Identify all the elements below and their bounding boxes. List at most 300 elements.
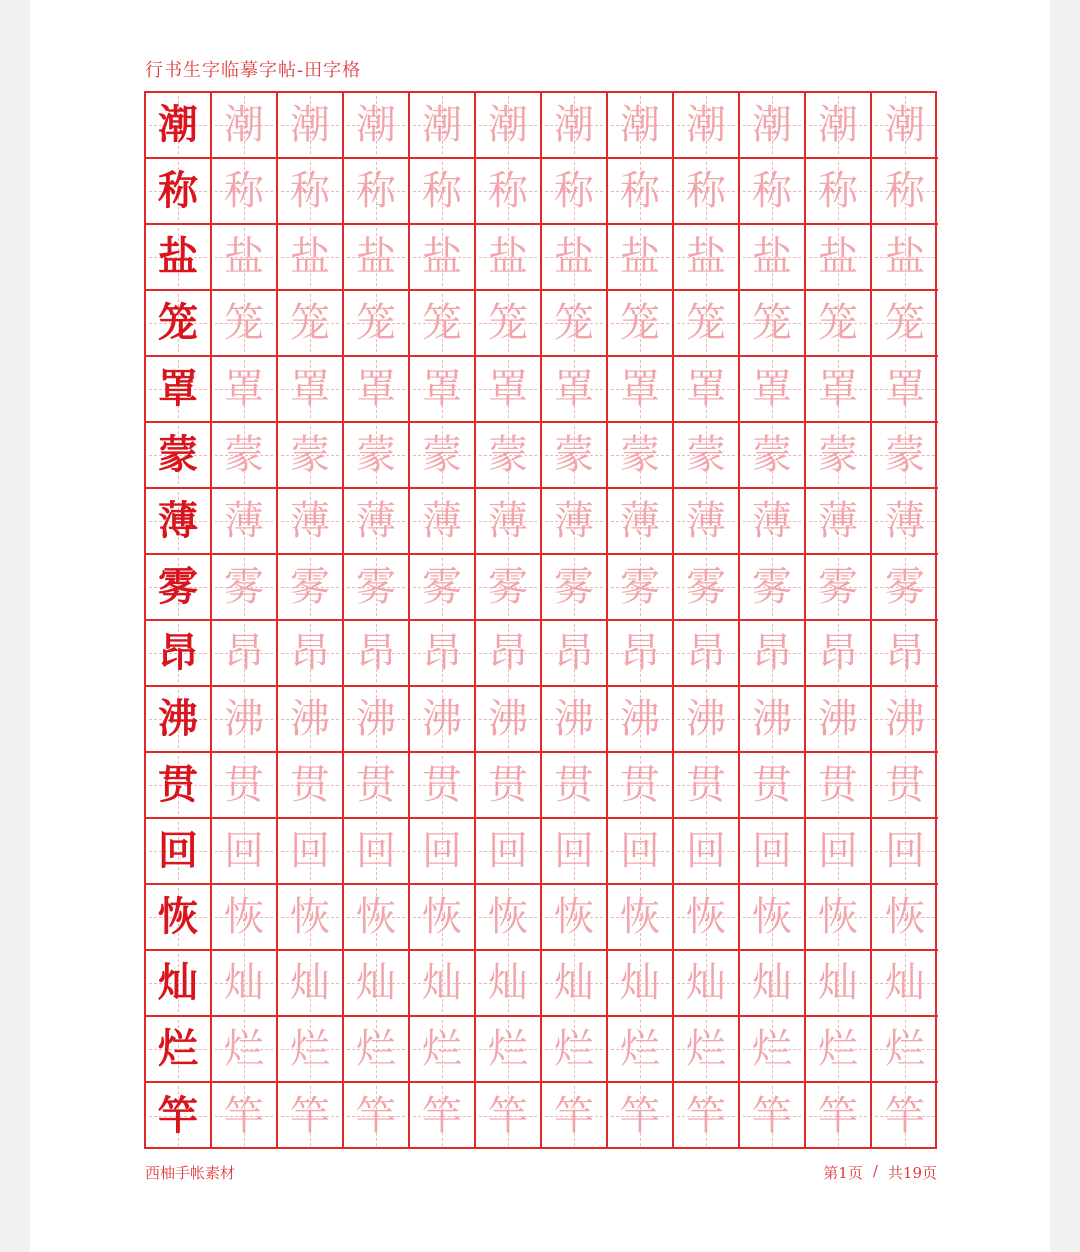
trace-cell xyxy=(212,885,278,951)
trace-cell xyxy=(872,753,938,819)
trace-cell xyxy=(806,489,872,555)
trace-cell xyxy=(872,225,938,291)
trace-cell xyxy=(212,1083,278,1149)
trace-character: 贯 xyxy=(554,762,594,808)
page-current: 第1页 xyxy=(823,1164,863,1182)
trace-character: 昂 xyxy=(422,630,462,676)
trace-cell xyxy=(542,225,608,291)
trace-cell xyxy=(212,489,278,555)
trace-cell xyxy=(476,357,542,423)
trace-character: 回 xyxy=(885,828,925,874)
trace-cell xyxy=(608,225,674,291)
trace-character: 沸 xyxy=(224,696,264,742)
trace-cell xyxy=(278,225,344,291)
page-title: 行书生字临摹字帖-田字格 xyxy=(145,60,362,81)
trace-cell xyxy=(278,423,344,489)
trace-cell xyxy=(212,93,278,159)
trace-character: 灿 xyxy=(752,960,792,1006)
trace-character: 罩 xyxy=(224,366,264,412)
trace-cell xyxy=(542,159,608,225)
trace-cell xyxy=(872,951,938,1017)
trace-character: 蒙 xyxy=(885,432,925,478)
trace-cell xyxy=(344,753,410,819)
trace-cell xyxy=(608,1083,674,1149)
trace-cell xyxy=(212,1017,278,1083)
trace-character: 笼 xyxy=(224,300,264,346)
trace-character: 竿 xyxy=(620,1093,660,1139)
trace-cell xyxy=(410,291,476,357)
trace-cell xyxy=(608,291,674,357)
trace-cell xyxy=(806,357,872,423)
trace-cell xyxy=(542,423,608,489)
trace-character: 薄 xyxy=(290,498,330,544)
trace-character: 竿 xyxy=(356,1093,396,1139)
model-cell xyxy=(146,951,212,1017)
trace-cell xyxy=(872,291,938,357)
trace-character: 称 xyxy=(290,168,330,214)
model-cell xyxy=(146,621,212,687)
trace-character: 称 xyxy=(356,168,396,214)
trace-character: 雾 xyxy=(356,564,396,610)
trace-character: 罩 xyxy=(752,366,792,412)
trace-cell xyxy=(872,357,938,423)
trace-cell xyxy=(674,753,740,819)
trace-cell xyxy=(278,489,344,555)
trace-cell xyxy=(278,951,344,1017)
trace-cell xyxy=(212,621,278,687)
trace-character: 回 xyxy=(290,828,330,874)
trace-cell xyxy=(542,687,608,753)
practice-row xyxy=(146,489,935,555)
trace-character: 恢 xyxy=(818,894,858,940)
trace-character: 蒙 xyxy=(356,432,396,478)
trace-cell xyxy=(806,291,872,357)
trace-character: 罩 xyxy=(356,366,396,412)
trace-character: 盐 xyxy=(620,234,660,280)
trace-character: 回 xyxy=(224,828,264,874)
trace-character: 盐 xyxy=(686,234,726,280)
trace-cell xyxy=(476,819,542,885)
model-character: 回 xyxy=(158,827,198,874)
trace-cell xyxy=(410,93,476,159)
trace-character: 薄 xyxy=(554,498,594,544)
trace-character: 烂 xyxy=(290,1026,330,1072)
trace-character: 蒙 xyxy=(290,432,330,478)
practice-row xyxy=(146,291,935,357)
trace-character: 沸 xyxy=(686,696,726,742)
trace-cell xyxy=(344,291,410,357)
trace-cell xyxy=(476,291,542,357)
trace-cell xyxy=(674,423,740,489)
trace-character: 蒙 xyxy=(224,432,264,478)
trace-character: 回 xyxy=(752,828,792,874)
trace-cell xyxy=(740,951,806,1017)
trace-character: 昂 xyxy=(752,630,792,676)
trace-character: 回 xyxy=(818,828,858,874)
trace-character: 贯 xyxy=(422,762,462,808)
model-character: 薄 xyxy=(158,497,198,544)
trace-cell xyxy=(542,1083,608,1149)
trace-cell xyxy=(278,1083,344,1149)
trace-cell xyxy=(806,423,872,489)
trace-character: 潮 xyxy=(686,102,726,148)
trace-character: 恢 xyxy=(620,894,660,940)
trace-cell xyxy=(806,819,872,885)
trace-character: 恢 xyxy=(290,894,330,940)
trace-character: 竿 xyxy=(885,1093,925,1139)
practice-row xyxy=(146,621,935,687)
trace-cell xyxy=(410,489,476,555)
trace-cell xyxy=(278,159,344,225)
model-character: 沸 xyxy=(158,695,198,742)
model-character: 竿 xyxy=(158,1092,198,1139)
trace-cell xyxy=(410,819,476,885)
trace-cell xyxy=(344,357,410,423)
trace-cell xyxy=(674,555,740,621)
trace-character: 竿 xyxy=(818,1093,858,1139)
trace-cell xyxy=(542,951,608,1017)
trace-cell xyxy=(476,1017,542,1083)
trace-character: 罩 xyxy=(620,366,660,412)
trace-character: 笼 xyxy=(422,300,462,346)
trace-cell xyxy=(872,819,938,885)
trace-cell xyxy=(212,357,278,423)
trace-character: 贯 xyxy=(620,762,660,808)
trace-character: 烂 xyxy=(818,1026,858,1072)
trace-character: 竿 xyxy=(422,1093,462,1139)
trace-character: 烂 xyxy=(620,1026,660,1072)
practice-row xyxy=(146,555,935,621)
practice-row xyxy=(146,225,935,291)
trace-character: 昂 xyxy=(818,630,858,676)
trace-character: 称 xyxy=(554,168,594,214)
trace-character: 灿 xyxy=(224,960,264,1006)
trace-cell xyxy=(476,225,542,291)
trace-character: 灿 xyxy=(818,960,858,1006)
trace-character: 贯 xyxy=(818,762,858,808)
trace-cell xyxy=(410,225,476,291)
trace-character: 灿 xyxy=(356,960,396,1006)
trace-cell xyxy=(740,423,806,489)
trace-character: 恢 xyxy=(686,894,726,940)
trace-character: 灿 xyxy=(885,960,925,1006)
trace-cell xyxy=(872,93,938,159)
trace-cell xyxy=(674,225,740,291)
trace-cell xyxy=(740,225,806,291)
trace-cell xyxy=(872,489,938,555)
model-character: 雾 xyxy=(158,563,198,610)
trace-cell xyxy=(344,819,410,885)
model-cell xyxy=(146,555,212,621)
practice-row xyxy=(146,1017,935,1083)
trace-character: 雾 xyxy=(752,564,792,610)
trace-cell xyxy=(212,687,278,753)
trace-cell xyxy=(872,1083,938,1149)
trace-character: 沸 xyxy=(554,696,594,742)
trace-character: 潮 xyxy=(356,102,396,148)
trace-character: 竿 xyxy=(290,1093,330,1139)
trace-character: 昂 xyxy=(290,630,330,676)
trace-character: 昂 xyxy=(488,630,528,676)
trace-cell xyxy=(608,423,674,489)
trace-character: 薄 xyxy=(488,498,528,544)
trace-cell xyxy=(674,621,740,687)
trace-cell xyxy=(476,489,542,555)
trace-cell xyxy=(608,1017,674,1083)
trace-character: 称 xyxy=(752,168,792,214)
trace-character: 昂 xyxy=(224,630,264,676)
trace-character: 称 xyxy=(224,168,264,214)
trace-character: 雾 xyxy=(422,564,462,610)
trace-cell xyxy=(476,93,542,159)
model-cell xyxy=(146,885,212,951)
model-cell xyxy=(146,93,212,159)
trace-cell xyxy=(608,555,674,621)
trace-cell xyxy=(806,687,872,753)
trace-character: 贯 xyxy=(686,762,726,808)
trace-character: 沸 xyxy=(422,696,462,742)
trace-character: 昂 xyxy=(554,630,594,676)
model-character: 恢 xyxy=(158,893,198,940)
trace-character: 笼 xyxy=(356,300,396,346)
trace-character: 潮 xyxy=(554,102,594,148)
model-cell xyxy=(146,489,212,555)
trace-character: 竿 xyxy=(752,1093,792,1139)
trace-character: 薄 xyxy=(686,498,726,544)
trace-cell xyxy=(542,819,608,885)
trace-character: 昂 xyxy=(620,630,660,676)
trace-character: 烂 xyxy=(422,1026,462,1072)
trace-character: 蒙 xyxy=(422,432,462,478)
trace-character: 回 xyxy=(356,828,396,874)
trace-character: 沸 xyxy=(885,696,925,742)
trace-character: 恢 xyxy=(356,894,396,940)
trace-cell xyxy=(410,1017,476,1083)
trace-cell xyxy=(476,687,542,753)
trace-cell xyxy=(476,753,542,819)
trace-cell xyxy=(872,159,938,225)
trace-cell xyxy=(740,555,806,621)
trace-character: 贯 xyxy=(885,762,925,808)
trace-cell xyxy=(344,93,410,159)
trace-character: 蒙 xyxy=(554,432,594,478)
trace-cell xyxy=(608,489,674,555)
trace-cell xyxy=(278,291,344,357)
trace-cell xyxy=(212,159,278,225)
trace-character: 罩 xyxy=(885,366,925,412)
trace-cell xyxy=(740,621,806,687)
trace-cell xyxy=(476,555,542,621)
trace-character: 恢 xyxy=(885,894,925,940)
trace-character: 烂 xyxy=(224,1026,264,1072)
trace-cell xyxy=(674,93,740,159)
trace-character: 沸 xyxy=(752,696,792,742)
trace-cell xyxy=(344,1083,410,1149)
trace-character: 罩 xyxy=(422,366,462,412)
trace-character: 恢 xyxy=(224,894,264,940)
trace-character: 回 xyxy=(620,828,660,874)
trace-character: 盐 xyxy=(752,234,792,280)
model-character: 称 xyxy=(158,167,198,214)
trace-character: 称 xyxy=(488,168,528,214)
source-label: 西柚手帐素材 xyxy=(145,1164,236,1182)
page-separator: / xyxy=(872,1162,878,1180)
trace-cell xyxy=(410,159,476,225)
trace-character: 潮 xyxy=(224,102,264,148)
practice-row xyxy=(146,687,935,753)
trace-cell xyxy=(674,951,740,1017)
trace-character: 盐 xyxy=(422,234,462,280)
trace-character: 笼 xyxy=(620,300,660,346)
trace-cell xyxy=(806,621,872,687)
practice-row xyxy=(146,951,935,1017)
trace-character: 盐 xyxy=(290,234,330,280)
trace-character: 雾 xyxy=(224,564,264,610)
trace-character: 盐 xyxy=(356,234,396,280)
trace-character: 盐 xyxy=(224,234,264,280)
trace-cell xyxy=(278,1017,344,1083)
trace-cell xyxy=(344,885,410,951)
trace-character: 昂 xyxy=(885,630,925,676)
model-character: 昂 xyxy=(158,629,198,676)
trace-cell xyxy=(542,753,608,819)
practice-row xyxy=(146,357,935,423)
trace-character: 罩 xyxy=(290,366,330,412)
model-cell xyxy=(146,687,212,753)
trace-character: 竿 xyxy=(224,1093,264,1139)
trace-character: 沸 xyxy=(488,696,528,742)
trace-character: 灿 xyxy=(422,960,462,1006)
trace-cell xyxy=(344,687,410,753)
trace-cell xyxy=(806,753,872,819)
model-cell xyxy=(146,753,212,819)
model-character: 笼 xyxy=(158,299,198,346)
trace-cell xyxy=(740,291,806,357)
trace-character: 竿 xyxy=(686,1093,726,1139)
trace-character: 笼 xyxy=(686,300,726,346)
trace-character: 灿 xyxy=(620,960,660,1006)
trace-cell xyxy=(278,93,344,159)
trace-character: 蒙 xyxy=(488,432,528,478)
trace-cell xyxy=(806,951,872,1017)
trace-character: 雾 xyxy=(488,564,528,610)
trace-cell xyxy=(806,93,872,159)
model-cell xyxy=(146,357,212,423)
trace-character: 回 xyxy=(422,828,462,874)
trace-character: 烂 xyxy=(356,1026,396,1072)
trace-cell xyxy=(344,423,410,489)
trace-character: 竿 xyxy=(554,1093,594,1139)
trace-character: 薄 xyxy=(356,498,396,544)
trace-cell xyxy=(872,1017,938,1083)
trace-cell xyxy=(674,489,740,555)
trace-character: 烂 xyxy=(885,1026,925,1072)
trace-character: 沸 xyxy=(290,696,330,742)
trace-character: 盐 xyxy=(885,234,925,280)
trace-cell xyxy=(410,555,476,621)
trace-character: 烂 xyxy=(752,1026,792,1072)
trace-cell xyxy=(410,753,476,819)
trace-character: 潮 xyxy=(885,102,925,148)
trace-character: 回 xyxy=(554,828,594,874)
trace-cell xyxy=(740,357,806,423)
model-character: 盐 xyxy=(158,233,198,280)
trace-character: 称 xyxy=(818,168,858,214)
trace-character: 笼 xyxy=(752,300,792,346)
trace-cell xyxy=(872,621,938,687)
trace-cell xyxy=(674,159,740,225)
practice-row xyxy=(146,885,935,951)
trace-cell xyxy=(674,291,740,357)
trace-character: 贯 xyxy=(488,762,528,808)
practice-row xyxy=(146,1083,935,1149)
trace-character: 雾 xyxy=(620,564,660,610)
trace-cell xyxy=(476,951,542,1017)
trace-cell xyxy=(806,885,872,951)
model-character: 潮 xyxy=(158,101,198,148)
trace-character: 灿 xyxy=(488,960,528,1006)
trace-character: 贯 xyxy=(356,762,396,808)
trace-cell xyxy=(344,225,410,291)
trace-character: 沸 xyxy=(356,696,396,742)
trace-character: 灿 xyxy=(686,960,726,1006)
trace-cell xyxy=(740,885,806,951)
model-cell xyxy=(146,1083,212,1149)
trace-character: 薄 xyxy=(620,498,660,544)
model-cell xyxy=(146,291,212,357)
trace-character: 贯 xyxy=(290,762,330,808)
trace-cell xyxy=(344,1017,410,1083)
trace-character: 沸 xyxy=(620,696,660,742)
trace-cell xyxy=(806,555,872,621)
trace-cell xyxy=(212,819,278,885)
trace-character: 沸 xyxy=(818,696,858,742)
trace-cell xyxy=(278,357,344,423)
trace-cell xyxy=(212,291,278,357)
trace-cell xyxy=(410,885,476,951)
trace-cell xyxy=(476,159,542,225)
trace-character: 罩 xyxy=(488,366,528,412)
trace-cell xyxy=(278,885,344,951)
trace-cell xyxy=(278,555,344,621)
trace-character: 雾 xyxy=(818,564,858,610)
trace-cell xyxy=(476,1083,542,1149)
trace-cell xyxy=(674,687,740,753)
trace-cell xyxy=(806,1083,872,1149)
trace-cell xyxy=(608,357,674,423)
trace-character: 恢 xyxy=(752,894,792,940)
trace-cell xyxy=(542,621,608,687)
trace-cell xyxy=(542,489,608,555)
model-cell xyxy=(146,1017,212,1083)
trace-character: 贯 xyxy=(752,762,792,808)
trace-cell xyxy=(608,621,674,687)
trace-cell xyxy=(278,819,344,885)
trace-character: 潮 xyxy=(818,102,858,148)
model-character: 烂 xyxy=(158,1025,198,1072)
trace-character: 称 xyxy=(885,168,925,214)
trace-character: 称 xyxy=(620,168,660,214)
trace-cell xyxy=(674,885,740,951)
trace-cell xyxy=(278,621,344,687)
trace-character: 潮 xyxy=(488,102,528,148)
trace-character: 昂 xyxy=(686,630,726,676)
trace-cell xyxy=(542,291,608,357)
trace-character: 竿 xyxy=(488,1093,528,1139)
trace-cell xyxy=(410,621,476,687)
trace-cell xyxy=(410,357,476,423)
trace-character: 潮 xyxy=(752,102,792,148)
